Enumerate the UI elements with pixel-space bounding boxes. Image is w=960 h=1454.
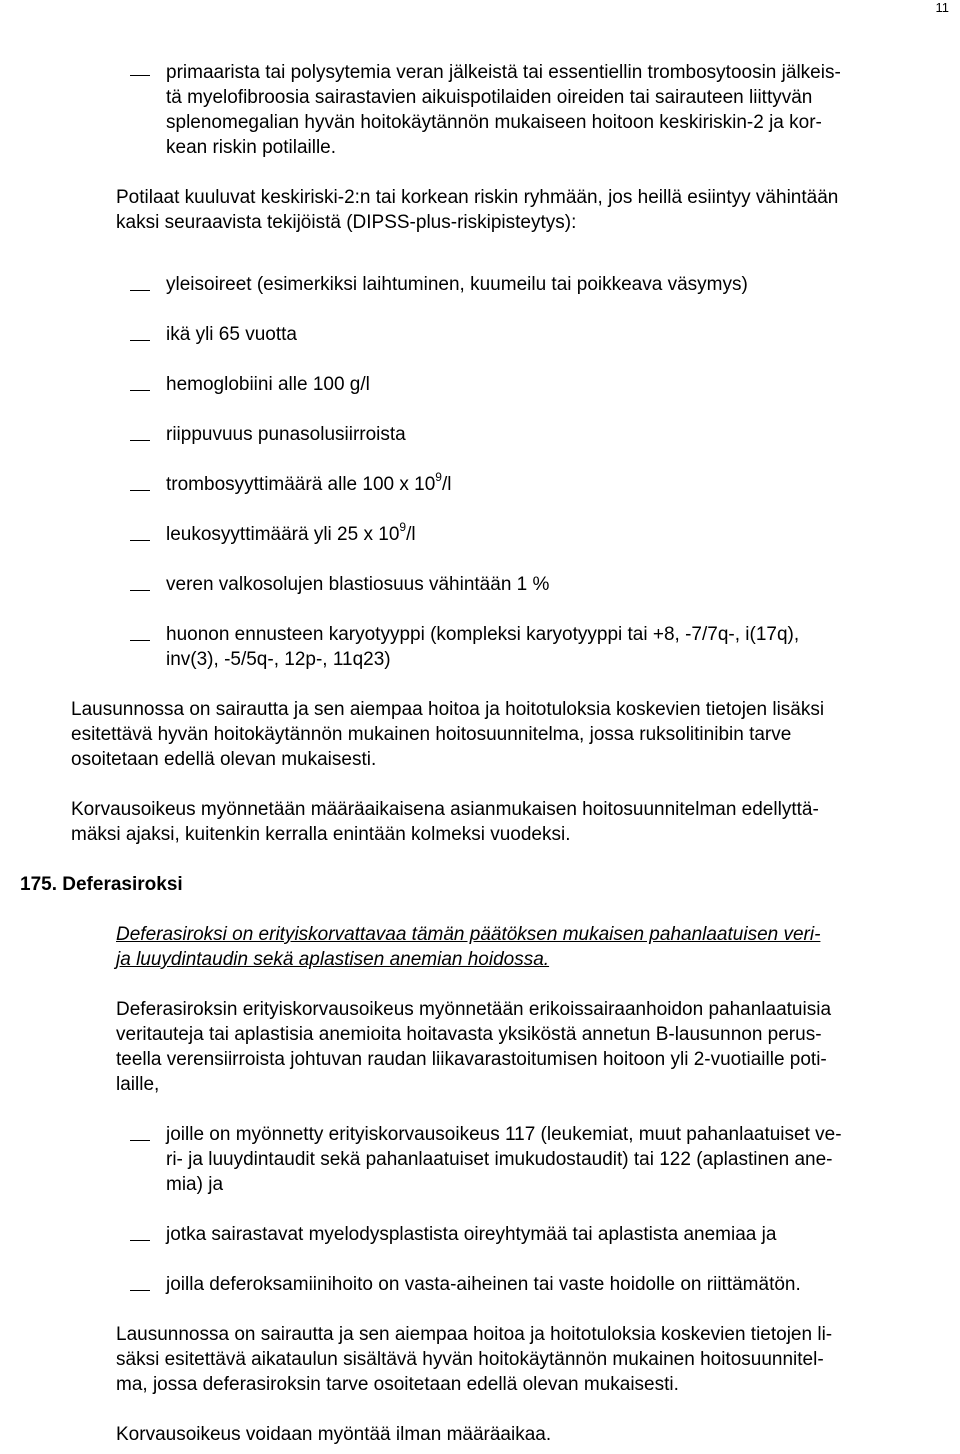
risk-factor-item: inv(3), -5/5q-, 12p-, 11q23) (166, 649, 391, 670)
risk-factor-item: yleisoireet (esimerkiksi laihtuminen, kuumeilu tai poikkeava väsymys) (166, 274, 748, 295)
paragraph-line: esitettävä hyvän hoitokäytännön mukainen hoitosuunnitelma, jossa ruksolitinibin tarve (71, 724, 792, 745)
paragraph-line: osoitetaan edellä olevan mukaisesti. (71, 749, 377, 770)
paragraph-line: Lausunnossa on sairautta ja sen aiempaa hoitoa ja hoitotuloksia koskevien tietojen lisäksi (71, 699, 825, 720)
risk-factor-item (166, 469, 452, 498)
exponent: 9 (435, 469, 442, 484)
bullet-dash (130, 640, 150, 641)
bullet-dash (130, 75, 150, 76)
section-heading: 175. Deferasiroksi (20, 874, 183, 895)
exponent: 9 (399, 519, 407, 534)
paragraph-line: veritauteja tai aplastisia anemioita hoitavasta yksiköstä annetun B-lausunnon perus- (116, 1024, 822, 1045)
bullet-dash (130, 1290, 150, 1291)
paragraph-line: Potilaat kuuluvat keskiriski-2:n tai korkean riskin ryhmään, jos heillä esiintyy vähintään (116, 187, 839, 208)
list-item-line: splenomegalian hyvän hoitokäytännön mukaiseen hoitoon keskiriskin-2 ja kor- (166, 112, 822, 133)
risk-factor-item: ikä yli 65 vuotta (166, 324, 297, 345)
page-number: 11 (935, 0, 949, 15)
paragraph-line: Lausunnossa on sairautta ja sen aiempaa hoitoa ja hoitotuloksia koskevien tietojen li- (116, 1324, 833, 1345)
intro-line: ja luuydintaudin sekä aplastisen anemian hoidossa. (116, 949, 550, 970)
paragraph-line: kaksi seuraavista tekijöistä (DIPSS-plus-riskipisteytys): (116, 212, 577, 233)
condition-item: joille on myönnetty erityiskorvausoikeus 117 (leukemiat, muut pahanlaatuiset ve- (166, 1124, 842, 1145)
bullet-dash (130, 340, 150, 341)
bullet-dash (130, 290, 150, 291)
paragraph-line: Deferasiroksin erityiskorvausoikeus myönnetään erikoissairaanhoidon pahanlaatuisia (116, 999, 832, 1020)
bullet-dash (130, 440, 150, 441)
risk-factor-item: veren valkosolujen blastiosuus vähintään 1 % (166, 574, 550, 595)
list-item-line: kean riskin potilaille. (166, 137, 337, 158)
list-item-line: tä myelofibroosia sairastavien aikuispotilaiden oireiden tai sairauteen liittyvän (166, 87, 813, 108)
condition-item: joilla deferoksamiinihoito on vasta-aiheinen tai vaste hoidolle on riittämätön. (166, 1274, 801, 1295)
paragraph-line: ma, jossa deferasiroksin tarve osoitetaan edellä olevan mukaisesti. (116, 1374, 679, 1395)
paragraph-line: teella verensiirroista johtuvan raudan liikavarastoitumisen hoitoon yli 2-vuotiaille poti- (116, 1049, 827, 1070)
risk-factor-item: riippuvuus punasolusiirroista (166, 424, 406, 445)
bullet-dash (130, 590, 150, 591)
risk-factor-item: hemoglobiini alle 100 g/l (166, 374, 370, 395)
risk-factor-item (166, 519, 416, 548)
risk-factor-item: huonon ennusteen karyotyyppi (kompleksi karyotyyppi tai +8, -7/7q-, i(17q), (166, 624, 800, 645)
condition-item: jotka sairastavat myelodysplastista oireyhtymää tai aplastista anemiaa ja (166, 1224, 777, 1245)
bullet-dash (130, 490, 150, 491)
bullet-dash (130, 1140, 150, 1141)
paragraph-line: laille, (116, 1074, 160, 1095)
risk-factor-text: trombosyyttimäärä alle 100 x 10 (166, 474, 436, 495)
paragraph-line: mäksi ajaksi, kuitenkin kerralla enintään kolmeksi vuodeksi. (71, 824, 571, 845)
paragraph-line: Korvausoikeus myönnetään määräaikaisena asianmukaisen hoitosuunnitelman edellyttä- (71, 799, 819, 820)
unit-suffix: /l (406, 524, 416, 545)
bullet-dash (130, 390, 150, 391)
list-item-line: primaarista tai polysytemia veran jälkeistä tai essentiellin trombosytoosin jälkeis- (166, 62, 841, 83)
condition-item: ri- ja luuydintaudit sekä pahanlaatuiset imukudostaudit) tai 122 (aplastinen ane- (166, 1149, 833, 1170)
intro-line: Deferasiroksi on erityiskorvattavaa tämän päätöksen mukaisen pahanlaatuisen veri- (116, 924, 821, 945)
bullet-dash (130, 540, 150, 541)
paragraph-line: säksi esitettävä aikataulun sisältävä hyvän hoitokäytännön mukainen hoitosuunnitel- (116, 1349, 824, 1370)
condition-item: mia) ja (166, 1174, 224, 1195)
risk-factor-text: leukosyyttimäärä yli 25 x 10 (166, 524, 400, 545)
unit-suffix: /l (441, 474, 452, 495)
bullet-dash (130, 1240, 150, 1241)
paragraph-line: Korvausoikeus voidaan myöntää ilman määräaikaa. (116, 1424, 552, 1445)
